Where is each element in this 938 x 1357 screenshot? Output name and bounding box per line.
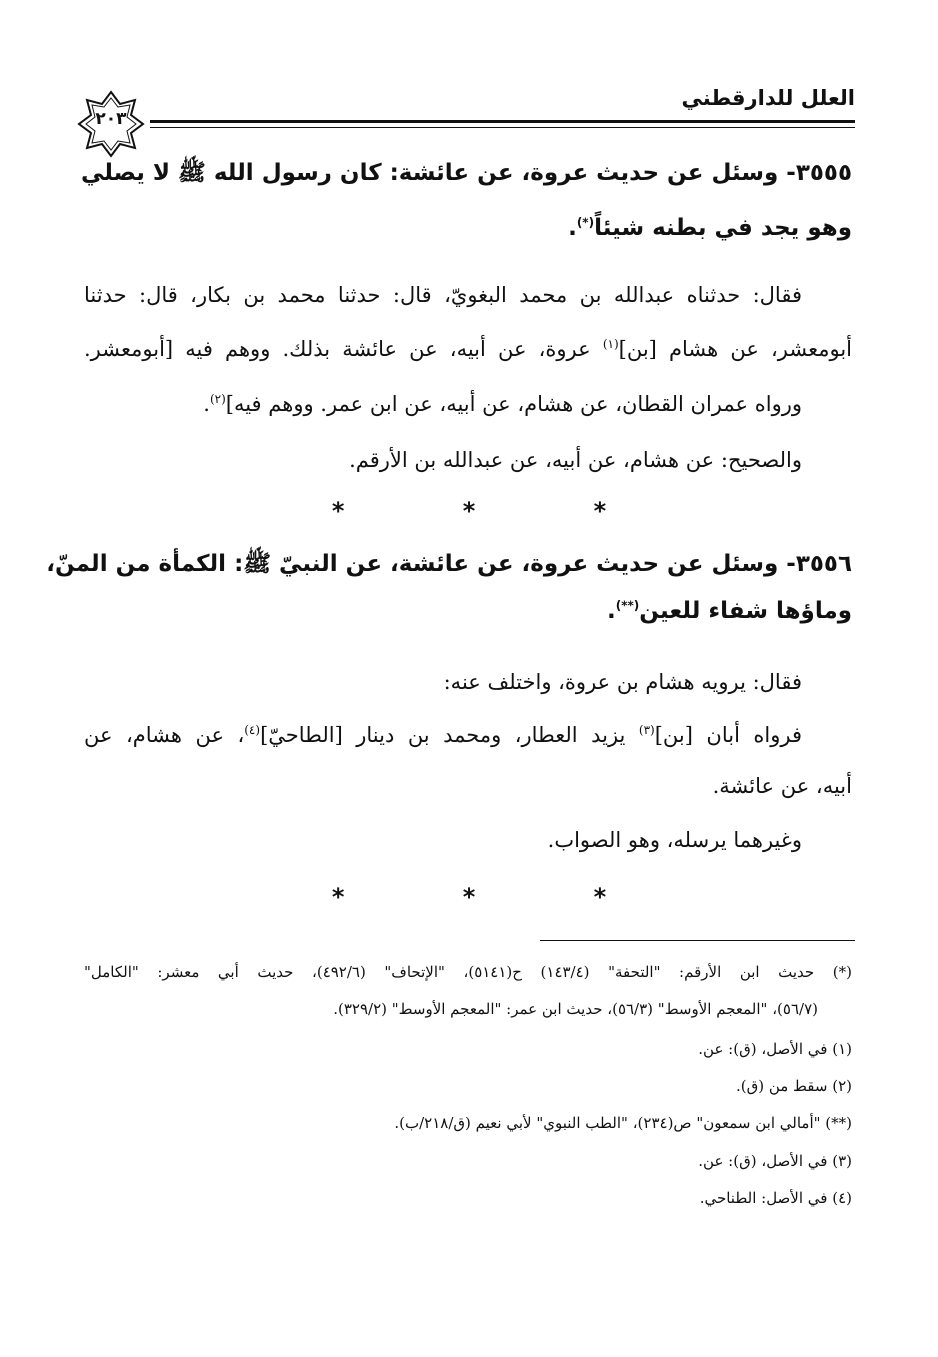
running-title: العلل للدارقطني	[681, 86, 855, 110]
footnote-ref-2: (٢)	[209, 392, 226, 406]
entry-3556-heading-text: وماؤها شفاء للعين	[639, 598, 852, 624]
para-text: ، عن هشام، عن	[84, 723, 245, 747]
entry-3556-heading-end: .	[606, 598, 616, 624]
entry-3556-heading-line-1: ٣٥٥٦- وسئل عن حديث عروة، عن عائشة، عن النبيّ ﷺ: الكمأة من المنّ،	[46, 551, 852, 577]
para-text: فرواه أبان [بن]	[654, 723, 802, 747]
header-rule-thin	[150, 127, 855, 128]
section-separator: * * *	[331, 497, 662, 525]
footnote-ref-4: (٤)	[244, 723, 261, 737]
footnote-ref-1: (١)	[602, 337, 619, 351]
entry-3555-para-1-line-2	[84, 337, 852, 361]
footnote-ref-star: (*)	[576, 215, 595, 230]
entry-3555-para-1-line-1: فقال: حدثناه عبدالله بن محمد البغويّ، قال: حدثنا محمد بن بكار، قال: حدثنا	[84, 283, 802, 307]
entry-3556-para-3: وغيرهما يرسله، وهو الصواب.	[547, 828, 802, 852]
footnote-star-line-1: (*) حديث ابن الأرقم: "التحفة" (١٤٣/٤) ح(٥١٤١)، "الإتحاف" (٤٩٢/٦)، حديث أبي معشر: "الكامل"	[84, 963, 852, 981]
entry-3556-para-1: فقال: يرويه هشام بن عروة، واختلف عنه:	[443, 670, 802, 694]
footnote-2: (٢) سقط من (ق).	[735, 1077, 852, 1095]
footnote-1: (١) في الأصل، (ق): عن.	[698, 1040, 852, 1058]
footnote-4: (٤) في الأصل: الطناحي.	[699, 1189, 852, 1207]
para-text: ورواه عمران القطان، عن هشام، عن أبيه، عن ابن عمر. ووهم فيه]	[225, 392, 802, 416]
entry-3555-para-2	[203, 392, 802, 416]
entry-3556-heading-line-2	[607, 598, 852, 624]
para-end: .	[203, 392, 210, 416]
entry-3556-para-2-line-1	[84, 723, 802, 747]
para-text: عروة، عن أبيه، عن عائشة بذلك. ووهم فيه [أبومعشر.	[84, 337, 603, 361]
entry-3556-para-2-line-2: أبيه، عن عائشة.	[712, 774, 852, 798]
entry-3555-heading-line-1: ٣٥٥٥- وسئل عن حديث عروة، عن عائشة: كان رسول الله ﷺ لا يصلي	[80, 160, 852, 186]
page-number: ٢٠٣	[95, 109, 127, 129]
entry-3555-para-3: والصحيح: عن هشام، عن أبيه، عن عبدالله بن الأرقم.	[349, 448, 802, 472]
entry-3555-heading-end: .	[568, 215, 577, 241]
section-separator: * * *	[331, 883, 662, 911]
para-text: أبومعشر، عن هشام [بن]	[618, 337, 852, 361]
footnote-double-star: (**) "أمالي ابن سمعون" ص(٢٣٤)، "الطب النبوي" لأبي نعيم (ق/٢١٨/ب).	[394, 1114, 852, 1132]
para-text: يزيد العطار، ومحمد بن دينار [الطاحيّ]	[260, 723, 639, 747]
footnote-ref-3: (٣)	[638, 723, 655, 737]
entry-3555-heading-line-2	[568, 215, 852, 241]
header-rule-thick	[150, 120, 855, 123]
entry-3555-heading-text: وهو يجد في بطنه شيئاً	[594, 215, 852, 241]
footnote-3: (٣) في الأصل، (ق): عن.	[698, 1152, 852, 1170]
footnote-star-line-2: (٥٦/٧)، "المعجم الأوسط" (٥٦/٣)، حديث ابن عمر: "المعجم الأوسط" (٣٢٩/٢).	[333, 1000, 818, 1018]
footnote-rule	[540, 940, 855, 941]
footnote-ref-double-star: (**)	[615, 598, 640, 613]
